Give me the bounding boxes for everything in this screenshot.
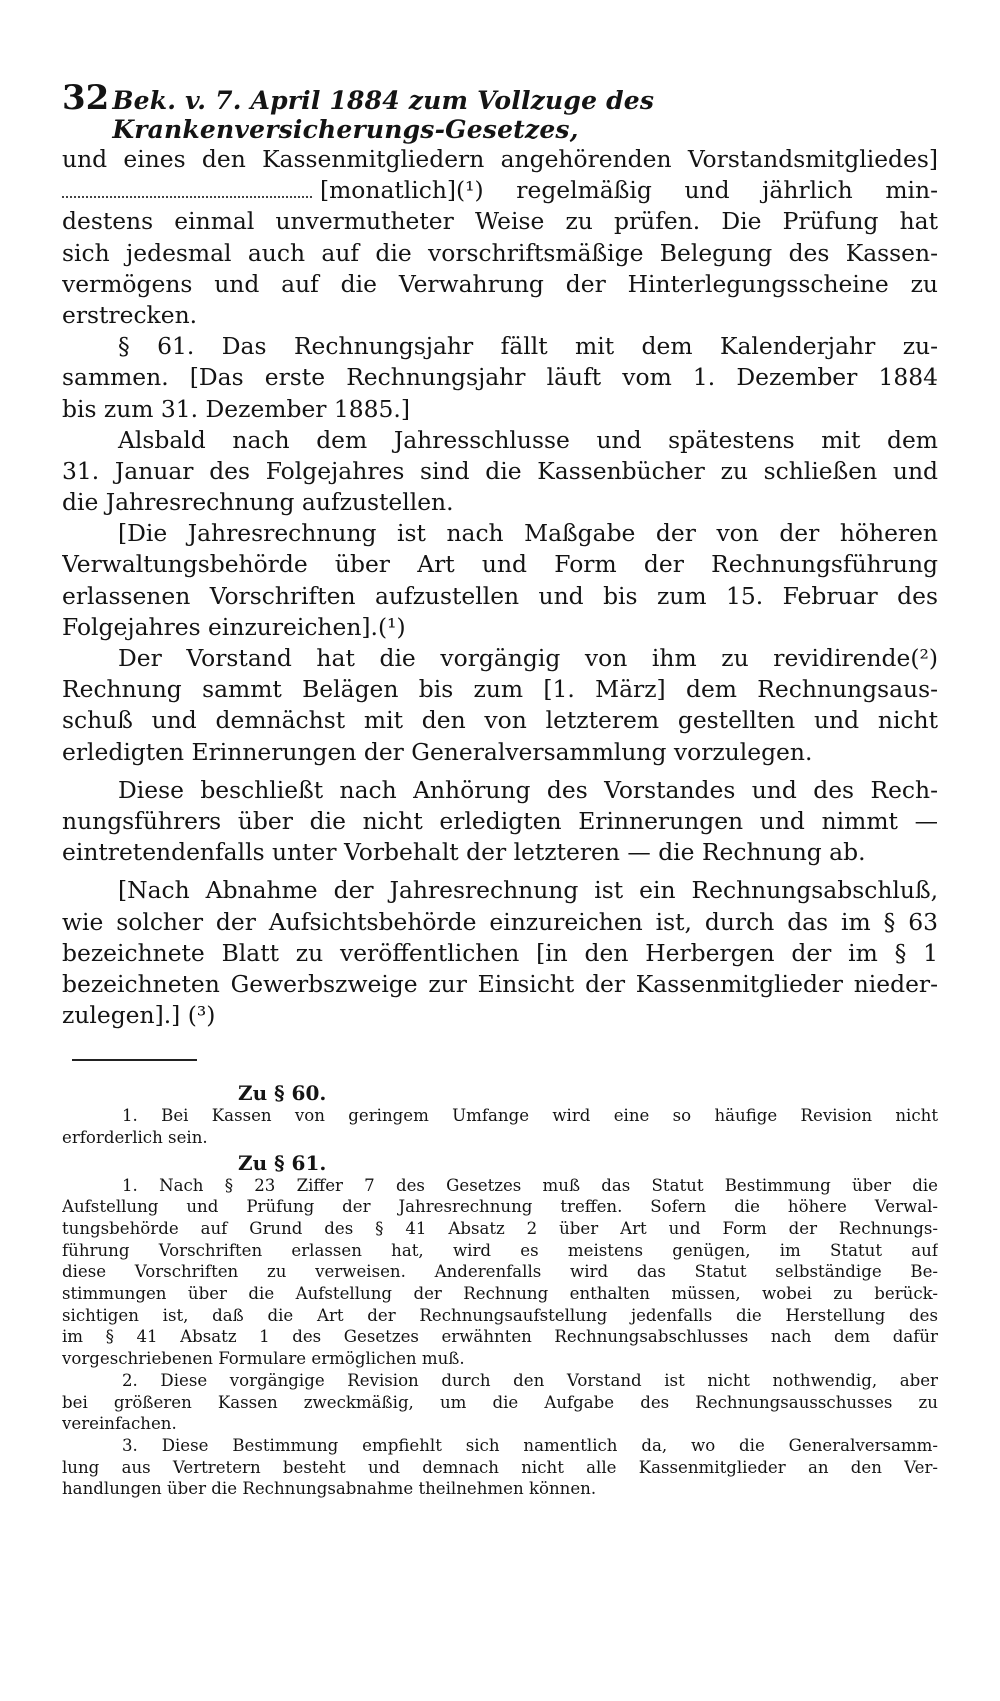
text-line: eintretendenfalls unter Vorbehalt der letzteren — die Rechnung ab.	[62, 838, 866, 867]
footnote-line: vorgeschriebenen Formulare ermöglichen muß.	[62, 1349, 465, 1369]
footnote-line: handlungen über die Rechnungsabnahme theilnehmen können.	[62, 1479, 597, 1499]
text-line: zulegen].] (³)	[62, 1001, 216, 1030]
text-line: wie solcher der Aufsichtsbehörde einzureichen ist, durch das im § 63	[62, 907, 938, 936]
footnote-line: erforderlich sein.	[62, 1127, 208, 1147]
footnote-heading: Zu § 61.	[238, 1150, 327, 1175]
text-line: Folgejahres einzureichen].(¹)	[62, 612, 406, 641]
page	[62, 78, 938, 1500]
text-line: bis zum 31. Dezember 1885.]	[62, 394, 410, 423]
footnote-line: vereinfachen.	[62, 1414, 177, 1434]
text-line: schuß und demnächst mit den von letzterem gestellten und nicht	[62, 706, 938, 735]
text-line: 31. Januar des Folgejahres sind die Kassenbücher zu schließen und	[62, 456, 938, 485]
text-line: Rechnung sammt Belägen bis zum [1. März] dem Rechnungsaus-	[62, 675, 938, 704]
footnote-line: bei größeren Kassen zweckmäßig, um die Aufgabe des Rechnungsausschusses zu	[62, 1392, 938, 1412]
footnotes	[62, 1081, 938, 1500]
text-line: vermögens und auf die Verwahrung der Hinterlegungsscheine zu	[62, 269, 938, 298]
page-number: 32	[62, 78, 110, 118]
footnote-line: im § 41 Absatz 1 des Gesetzes erwähnten Rechnungsabschlusses nach dem dafür	[62, 1327, 938, 1347]
text-line: bezeichnete Blatt zu veröffentlichen [in den Herbergen der im § 1	[62, 938, 938, 967]
text-line: destens einmal unvermutheter Weise zu prüfen. Die Prüfung hat	[62, 207, 938, 236]
text-line: Diese beschließt nach Anhörung des Vorstandes und des Rech-	[118, 775, 938, 804]
footnote-line: diese Vorschriften zu verweisen. Anderenfalls wird das Statut selbständige Be-	[62, 1262, 938, 1282]
footnote-line: tungsbehörde auf Grund des § 41 Absatz 2 über Art und Form der Rechnungs-	[62, 1219, 938, 1238]
dotted-leader	[62, 180, 312, 198]
text-line: Alsbald nach dem Jahresschlusse und spätestens mit dem	[118, 425, 938, 454]
footnote-line: stimmungen über die Aufstellung der Rechnung enthalten müssen, wobei zu berück-	[62, 1284, 938, 1304]
footnote-heading: Zu § 60.	[238, 1081, 327, 1106]
text-line: [Die Jahresrechnung ist nach Maßgabe der von der höheren	[118, 519, 938, 548]
footnote-line: sichtigen ist, daß die Art der Rechnungsaufstellung jedenfalls die Herstellung des	[62, 1305, 938, 1325]
text-line: erlassenen Vorschriften aufzustellen und bis zum 15. Februar des	[62, 581, 938, 610]
text-line: nungsführers über die nicht erledigten Erinnerungen und nimmt —	[62, 806, 938, 835]
body-text	[62, 144, 938, 1031]
text-line: Verwaltungsbehörde über Art und Form der Rechnungsführung	[62, 550, 938, 579]
text-line: [Nach Abnahme der Jahresrechnung ist ein Rechnungsabschluß,	[118, 876, 938, 905]
page-header	[62, 78, 938, 144]
footnote-line: lung aus Vertretern besteht und demnach nicht alle Kassenmitglieder an den Ver-	[62, 1457, 938, 1477]
footnote-line: Aufstellung und Prüfung der Jahresrechnung treffen. Sofern die höhere Verwal-	[62, 1197, 938, 1217]
text-line: sammen. [Das erste Rechnungsjahr läuft vom 1. Dezember 1884	[62, 363, 938, 392]
text-line: erledigten Erinnerungen der Generalversammlung vorzulegen.	[62, 737, 813, 766]
text-line: und eines den Kassenmitgliedern angehörenden Vorstandsmitgliedes]	[62, 145, 938, 173]
footnote-line: 3. Diese Bestimmung empfiehlt sich namentlich da, wo die Generalversamm-	[122, 1435, 938, 1455]
footnote-line: führung Vorschriften erlassen hat, wird es meistens genügen, im Statut auf	[62, 1240, 938, 1260]
text-line	[62, 175, 938, 206]
running-title: Bek. v. 7. April 1884 zum Vollzuge des Krankenversicherungs-Gesetzes,	[112, 86, 655, 144]
text-line: die Jahresrechnung aufzustellen.	[62, 488, 454, 517]
text-line: bezeichneten Gewerbszweige zur Einsicht der Kassenmitglieder nieder-	[62, 969, 938, 998]
section-heading-line: § 61. Das Rechnungsjahr fällt mit dem Kalenderjahr zu-	[118, 332, 938, 361]
text-line: sich jedesmal auch auf die vorschriftsmäßige Belegung des Kassen-	[62, 238, 938, 267]
text-line-content: [monatlich](¹) regelmäßig und jährlich min-	[320, 176, 938, 205]
text-line: Der Vorstand hat die vorgängig von ihm zu revidirende(²)	[118, 644, 938, 672]
footnote-line: 1. Bei Kassen von geringem Umfange wird eine so häufige Revision nicht	[122, 1106, 938, 1126]
footnote-line: 1. Nach § 23 Ziffer 7 des Gesetzes muß das Statut Bestimmung über die	[122, 1175, 938, 1195]
text-line: erstrecken.	[62, 300, 198, 329]
footnote-line: 2. Diese vorgängige Revision durch den Vorstand ist nicht nothwendig, aber	[122, 1370, 938, 1390]
footnote-rule	[72, 1059, 197, 1061]
